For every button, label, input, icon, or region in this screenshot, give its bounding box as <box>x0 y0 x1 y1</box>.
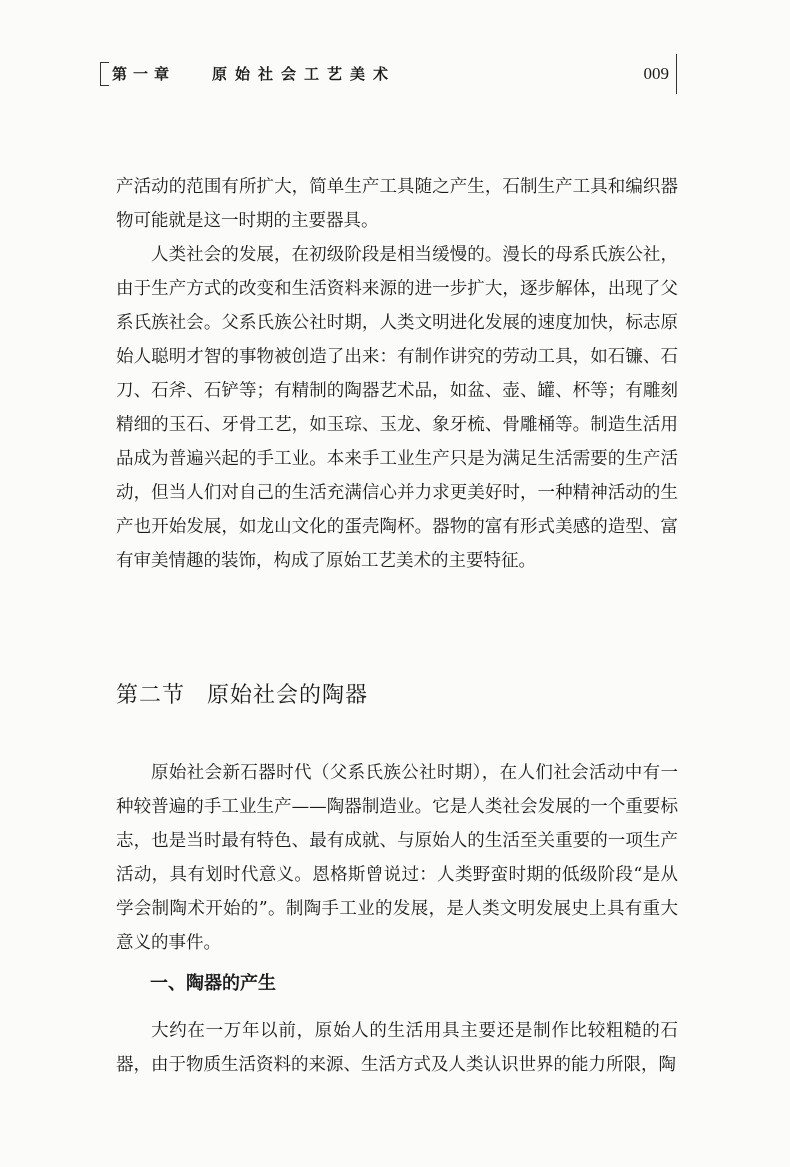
header-vertical-rule <box>676 54 677 94</box>
paragraph-pottery-intro: 原始社会新石器时代（父系氏族公社时期），在人们社会活动中有一种较普遍的手工业生产——陶器制造业。它是人类社会发展的一个重要标志，也是当时最有特色、最有成就、与原始人的生活至关重要的一项生产活动，具有划时代意义。恩格斯曾说过：人类野蛮时期的低级阶段“是从学会制陶术开始的”。制陶手工业的发展，是人类文明发展史上具有重大意义的事件。 <box>116 763 678 953</box>
subsection-text <box>116 1014 678 1082</box>
page-number: 009 <box>643 64 669 83</box>
paragraph-social-development: 人类社会的发展，在初级阶段是相当缓慢的。漫长的母系氏族公社，由于生产方式的改变和生活资料来源的进一步扩大，逐步解体，出现了父系氏族社会。父系氏族公社时期，人类文明进化发展的速度加快，标志原始人聪明才智的事物被创造了出来：有制作讲究的劳动工具，如石镰、石刀、石斧、石铲等；有精制的陶器艺术品，如盆、壶、罐、杯等；有雕刻精细的玉石、牙骨工艺，如玉琮、玉龙、象牙梳、骨雕桶等。制造生活用品成为普遍兴起的手工业。本来手工业生产只是为满足生活需要的生产活动，但当人们对自己的生活充满信心并力求更美好时，一种精神活动的生产也开始发展，如龙山文化的蛋壳陶杯。器物的富有形式美感的造型、富有审美情趣的装饰，构成了原始工艺美术的主要特征。 <box>116 245 678 571</box>
paragraph-continued: 产活动的范围有所扩大，简单生产工具随之产生，石制生产工具和编织器物可能就是这一时期的主要器具。 <box>116 177 678 231</box>
section-intro-text <box>116 756 678 960</box>
paragraph-pottery-origin: 大约在一万年以前，原始人的生活用具主要还是制作比较粗糙的石器，由于物质生活资料的来源、生活方式及人类认识世界的能力所限，陶 <box>116 1021 678 1075</box>
subsection-heading: 一、陶器的产生 <box>150 973 276 994</box>
top-section-text <box>116 170 678 578</box>
section-number: 第二节 <box>116 683 186 708</box>
chapter-label: 第一章 <box>112 65 176 83</box>
running-header <box>112 60 677 88</box>
section-heading <box>116 678 676 714</box>
corner-crop-mark <box>100 62 109 86</box>
section-title: 原始社会的陶器 <box>207 683 369 708</box>
chapter-title: 原始社会工艺美术 <box>212 65 397 83</box>
